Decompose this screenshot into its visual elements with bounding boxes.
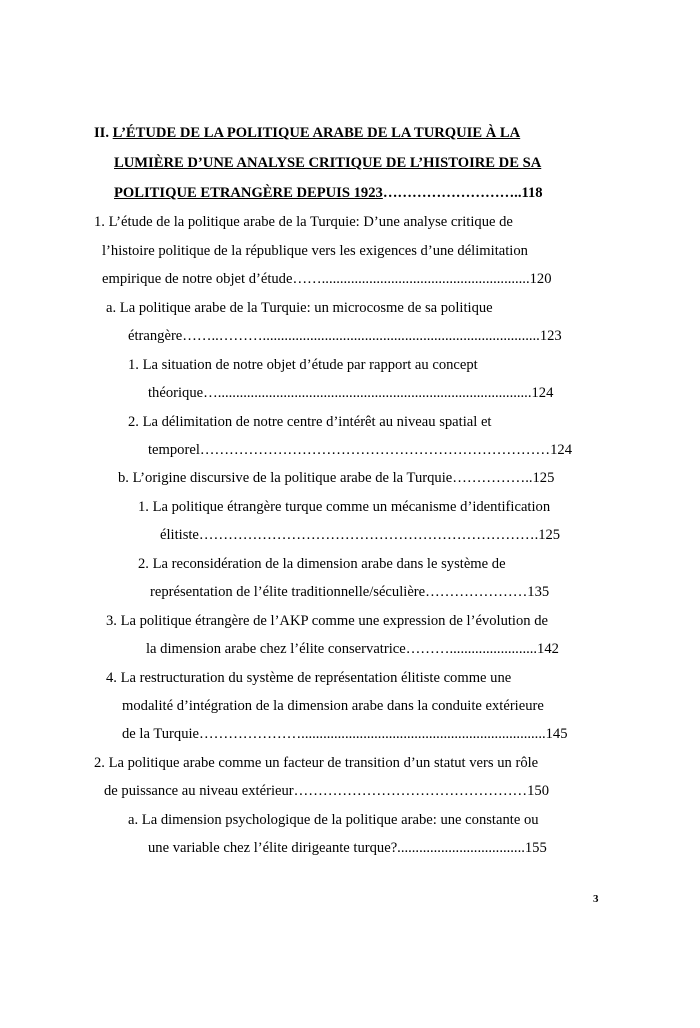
- toc-entry-1b1-line-2[interactable]: élitiste…………………………………………………………….125: [160, 527, 561, 543]
- toc-entry-1b2-line-1[interactable]: 2. La reconsidération de la dimension arabe dans le système de: [138, 556, 506, 572]
- toc-section-ii-number: II.: [94, 125, 110, 141]
- toc-entry-1a-line-2[interactable]: étrangère……..………............................................................................123: [128, 328, 562, 344]
- toc-entry-1-line-3[interactable]: empirique de notre objet d’étude…….........................................................120: [102, 271, 552, 287]
- toc-section-ii-leader: ………………………..118: [382, 185, 543, 201]
- toc-entry-4-line-1[interactable]: 4. La restructuration du système de représentation élitiste comme une: [106, 670, 512, 686]
- toc-entry-1a-line-1[interactable]: a. La politique arabe de la Turquie: un microcosme de sa politique: [106, 300, 493, 316]
- toc-entry-2a-line-2[interactable]: une variable chez l’élite dirigeante turque?...................................155: [148, 840, 547, 856]
- toc-section-ii-line-1[interactable]: [94, 124, 520, 142]
- toc-entry-4-line-2[interactable]: modalité d’intégration de la dimension arabe dans la conduite extérieure: [122, 698, 544, 714]
- toc-entry-1b1-line-1[interactable]: 1. La politique étrangère turque comme un mécanisme d’identification: [138, 499, 551, 515]
- toc-entry-3-line-1[interactable]: 3. La politique étrangère de l’AKP comme une expression de l’évolution de: [106, 613, 549, 629]
- toc-entry-2-line-1[interactable]: 2. La politique arabe comme un facteur de transition d’un statut vers un rôle: [94, 755, 539, 771]
- toc-entry-2-line-2[interactable]: de puissance au niveau extérieur…………………………………………150: [104, 783, 550, 799]
- toc-entry-1a1-line-2[interactable]: théorique…......................................................................................124: [148, 385, 554, 401]
- toc-section-ii-title-line-2[interactable]: LUMIÈRE D’UNE ANALYSE CRITIQUE DE L’HISTOIRE DE SA: [114, 155, 542, 171]
- toc-section-ii-title-line-1: L’ÉTUDE DE LA POLITIQUE ARABE DE LA TURQUIE À LA: [112, 125, 521, 141]
- toc-entry-1b-line-1[interactable]: b. L’origine discursive de la politique arabe de la Turquie……………..125: [118, 470, 555, 486]
- toc-entry-1b2-line-2[interactable]: représentation de l’élite traditionnelle/séculière…………………135: [150, 584, 550, 600]
- toc-entry-1a1-line-1[interactable]: 1. La situation de notre objet d’étude par rapport au concept: [128, 357, 478, 373]
- toc-entry-3-line-2[interactable]: la dimension arabe chez l’élite conservatrice………........................142: [146, 641, 559, 657]
- toc-section-ii-line-3[interactable]: [114, 184, 543, 202]
- page-number: 3: [593, 893, 599, 905]
- toc-section-ii-title-line-3: POLITIQUE ETRANGÈRE DEPUIS 1923: [114, 185, 383, 201]
- toc-entry-4-line-3[interactable]: de la Turquie…………………...................................................................145: [122, 726, 568, 742]
- toc-entry-1a2-line-1[interactable]: 2. La délimitation de notre centre d’intérêt au niveau spatial et: [128, 414, 492, 430]
- toc-entry-1-line-1[interactable]: 1. L’étude de la politique arabe de la Turquie: D’une analyse critique de: [94, 214, 513, 230]
- toc-entry-1a2-line-2[interactable]: temporel………………………………………………………………124: [148, 442, 573, 458]
- toc-entry-2a-line-1[interactable]: a. La dimension psychologique de la politique arabe: une constante ou: [128, 812, 539, 828]
- toc-entry-1-line-2[interactable]: l’histoire politique de la république vers les exigences d’une délimitation: [102, 243, 528, 259]
